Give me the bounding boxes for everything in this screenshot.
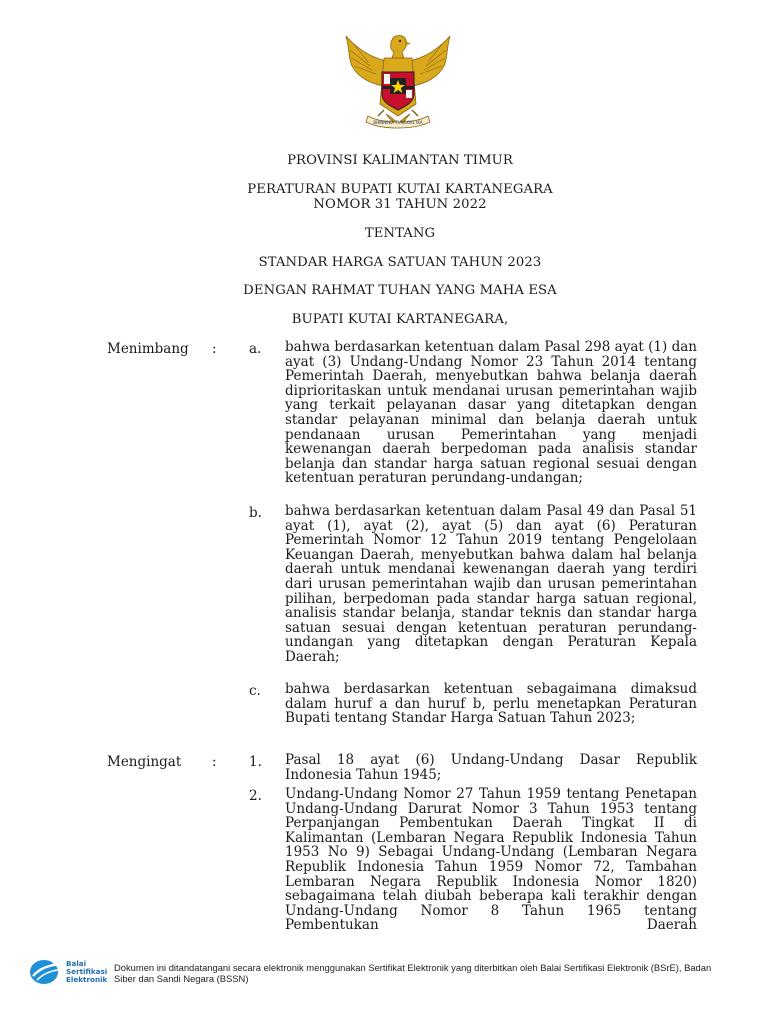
bsre-mark-icon [28,958,64,986]
province-title: PROVINSI KALIMANTAN TIMUR [287,153,513,168]
menimbang-item-c: bahwa berdasarkan ketentuan sebagaimana dimaksud dalam huruf a dan huruf b, perlu menetapkan Peraturan Bupati tentang Standar Harga Satuan Tahun 2023; [285,681,697,727]
menimbang-label: Menimbang [107,341,189,357]
mengingat-colon: : [212,754,217,770]
e-signature-footer [28,958,728,988]
item-marker: 1. [249,754,262,770]
menimbang-colon: : [212,341,217,357]
mengingat-item-1: Pasal 18 ayat (6) Undang-Undang Dasar Republik Indonesia Tahun 1945; [285,752,697,783]
regulation-title: PERATURAN BUPATI KUTAI KARTANEGARA [247,182,553,197]
regulation-number: NOMOR 31 TAHUN 2022 [313,197,487,212]
item-marker: a. [249,341,262,357]
official-title: BUPATI KUTAI KARTANEGARA, [291,312,509,327]
about-label: TENTANG [364,226,436,241]
menimbang-item-b: bahwa berdasarkan ketentuan dalam Pasal 49 dan Pasal 51 ayat (1), ayat (2), ayat (5) dan ayat (6) Peraturan Pemerintah Nomor 12 Tahun 2019 tentang Pengelolaan Keuangan Daerah, menyebutkan bahwa dalam hal belanja daerah untuk mendanai kewenangan daerah yang terdiri dari urusan pemerintahan wajib dan urusan pemerintahan pilihan, berpedoman pada standar harga satuan regional, analisis standar belanja, standar teknis dan standar harga satuan sesuai dengan ketentuan peraturan perundang-undangan yang ditetapkan dengan Peraturan Kepala Daerah; [285,503,697,665]
item-marker: c. [249,683,261,699]
garuda-pancasila-emblem [338,32,458,136]
regulation-subject: STANDAR HARGA SATUAN TAHUN 2023 [258,255,542,270]
blessing-line: DENGAN RAHMAT TUHAN YANG MAHA ESA [243,283,557,298]
bsre-logo [28,958,110,986]
e-signature-notice: Dokumen ini ditandatangani secara elektronik menggunakan Sertifikat Elektronik yang diterbitkan oleh Balai Sertifikasi Elektronik (BSrE), Badan Siber dan Sandi Negara (BSSN) [114,962,712,985]
item-marker: b. [249,505,262,521]
mengingat-label: Mengingat [107,754,182,770]
menimbang-item-a: bahwa berdasarkan ketentuan dalam Pasal 298 ayat (1) dan ayat (3) Undang-Undang Nomor 23 Tahun 2014 tentang Pemerintah Daerah, menyebutkan bahwa belanja daerah diprioritaskan untuk mendanai urusan pemerintahan wajib yang terkait pelayanan dasar yang ditetapkan dengan standar pelayanan minimal dan belanja daerah untuk pendanaan urusan Pemerintahan yang menjadi kewenangan daerah berpedoman pada analisis standar belanja dan standar harga satuan regional sesuai dengan ketentuan peraturan perundang-undangan; [285,339,697,487]
motto-text: BHINNEKA TUNGGAL IKA [373,120,423,125]
item-marker: 2. [249,788,262,804]
bsre-logo-text: Balai Sertifikasi Elektronik [66,959,108,984]
mengingat-item-2: Undang-Undang Nomor 27 Tahun 1959 tentang Penetapan Undang-Undang Darurat Nomor 3 Tahun 1953 tentang Perpanjangan Pembentukan Daerah Tingkat II di Kalimantan (Lembaran Negara Republik Indonesia Tahun 1953 No 9) Sebagai Undang-Undang (Lembaran Negara Republik Indonesia Tahun 1959 Nomor 72, Tambahan Lembaran Negara Republik Indonesia Nomor 1820) sebagaimana telah diubah beberapa kali terakhir dengan Undang-Undang Nomor 8 Tahun 1965 tentang Pembentukan Daerah [285,786,697,934]
